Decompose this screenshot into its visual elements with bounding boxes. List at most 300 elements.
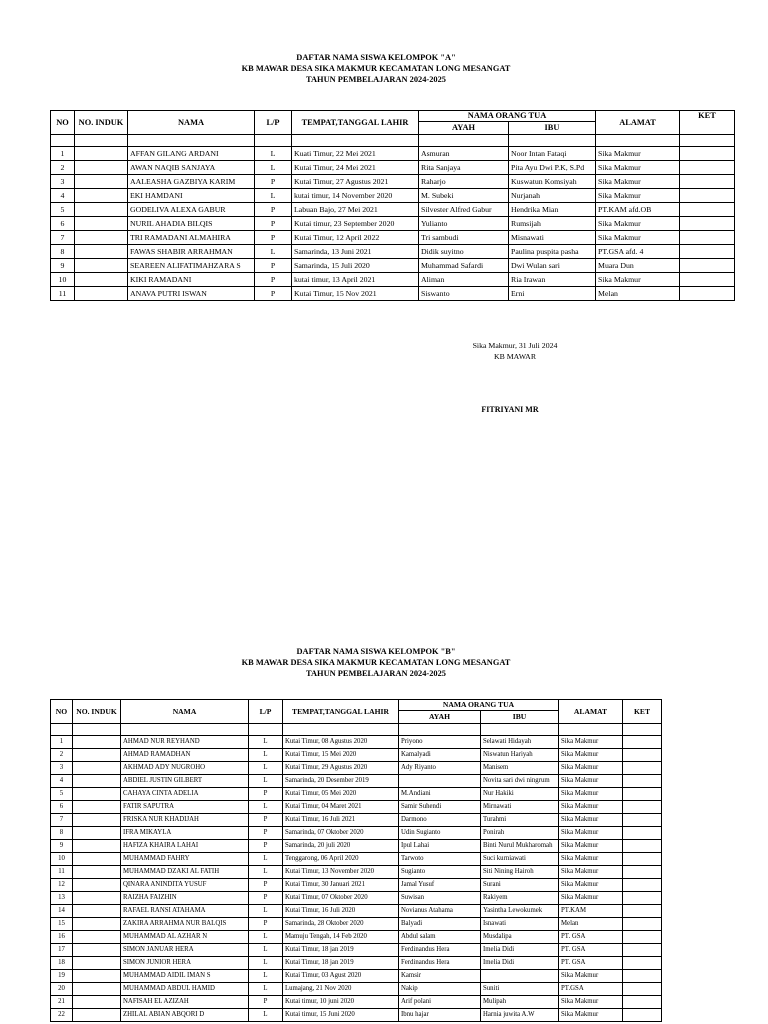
cell-alamat: Sika Makmur — [559, 892, 623, 905]
cell-lp: L — [249, 957, 283, 970]
cell-ibu: Manisem — [481, 762, 559, 775]
cell-nama: AALEASHA GAZBIYA KARIM — [128, 175, 255, 189]
cell-ket — [623, 788, 662, 801]
cell-ket — [623, 762, 662, 775]
cell-lp: L — [249, 970, 283, 983]
cell-no-induk — [73, 944, 121, 957]
header-ayah: AYAH — [399, 711, 481, 724]
cell-ibu: Binti Nurul Mukharomah — [481, 840, 559, 853]
cell-ibu: Ria Irawan — [509, 273, 596, 287]
table-row — [51, 245, 735, 259]
cell-alamat: PT.GSA — [559, 983, 623, 996]
header-ttl: TEMPAT,TANGGAL LAHIR — [292, 111, 419, 135]
cell-alamat: Sika Makmur — [559, 866, 623, 879]
table-row — [51, 231, 735, 245]
cell-nama: SEAREEN ALIFATIMAHZARA S — [128, 259, 255, 273]
cell-ket — [623, 749, 662, 762]
cell-ayah: Samir Suhendi — [399, 801, 481, 814]
cell-ibu: Kuswatun Komsiyah — [509, 175, 596, 189]
cell-ayah: Kamsir — [399, 970, 481, 983]
cell-nama: ZHILAL ABIAN ABQORI D — [121, 1009, 249, 1022]
cell-nama: GODELIVA ALEXA GABUR — [128, 203, 255, 217]
cell-ttl: Kutai Timur, 05 Mei 2020 — [283, 788, 399, 801]
cell-ket — [623, 827, 662, 840]
cell-nama: RAFAEL RANSI ATAHAMA — [121, 905, 249, 918]
cell-ttl: Samarinda, 28 Oktober 2020 — [283, 918, 399, 931]
cell-no-induk — [75, 273, 128, 287]
cell-nama: RAIZHA FAIZHIN — [121, 892, 249, 905]
cell-alamat: Sika Makmur — [596, 189, 680, 203]
cell-lp: P — [249, 814, 283, 827]
header-nama-orang-tua: NAMA ORANG TUA — [399, 700, 559, 711]
table-row — [51, 788, 662, 801]
cell-ket — [623, 931, 662, 944]
cell-nama: AWAN NAQIB SANJAYA — [128, 161, 255, 175]
table-row — [51, 189, 735, 203]
cell-ayah: Ipul Lahai — [399, 840, 481, 853]
cell-nama: AKHMAD ADY NUGROHO — [121, 762, 249, 775]
header-no-induk: NO. INDUK — [75, 111, 128, 135]
cell-lp: P — [255, 259, 292, 273]
header-alamat: ALAMAT — [596, 111, 680, 135]
cell-no-induk — [73, 827, 121, 840]
cell-no-induk — [75, 217, 128, 231]
cell-no: 18 — [51, 957, 73, 970]
group-a-year-title: TAHUN PEMBELAJARAN 2024-2025 — [306, 75, 446, 84]
cell-alamat: Sika Makmur — [559, 970, 623, 983]
cell-alamat: Sika Makmur — [596, 273, 680, 287]
cell-nama: FRISKA NUR KHADIJAH — [121, 814, 249, 827]
cell-ket — [680, 147, 735, 161]
cell-ayah: Aliman — [419, 273, 509, 287]
cell-lp: L — [249, 801, 283, 814]
header-nama-orang-tua: NAMA ORANG TUA — [419, 111, 596, 122]
cell-ayah: Ady Riyanto — [399, 762, 481, 775]
header-lp: L/P — [249, 700, 283, 724]
cell-ttl: Samarinda, 20 Desember 2019 — [283, 775, 399, 788]
cell-lp: P — [255, 287, 292, 301]
cell-ibu: Misnawati — [509, 231, 596, 245]
table-row — [51, 287, 735, 301]
cell-ttl: Tenggarong, 06 April 2020 — [283, 853, 399, 866]
table-row — [51, 259, 735, 273]
cell-no: 6 — [51, 801, 73, 814]
cell-ket — [623, 983, 662, 996]
cell-ibu: Suci kurniawati — [481, 853, 559, 866]
cell-ayah: M.Andiani — [399, 788, 481, 801]
cell-no: 1 — [51, 736, 73, 749]
cell-no-induk — [73, 801, 121, 814]
cell-no-induk — [73, 892, 121, 905]
cell-ttl: Kutai timur, 15 Juni 2020 — [283, 1009, 399, 1022]
cell-lp: P — [255, 273, 292, 287]
cell-ttl: Kutai Timur, 27 Agustus 2021 — [292, 175, 419, 189]
cell-lp: L — [249, 775, 283, 788]
cell-ibu: Rumsijah — [509, 217, 596, 231]
table-row — [51, 749, 662, 762]
group-b-year-title: TAHUN PEMBELAJARAN 2024-2025 — [306, 669, 446, 678]
cell-no: 7 — [51, 814, 73, 827]
table-row — [51, 983, 662, 996]
cell-no: 4 — [51, 189, 75, 203]
cell-alamat: Sika Makmur — [559, 762, 623, 775]
table-row — [51, 273, 735, 287]
cell-ttl: Kutai timur, 10 juni 2020 — [283, 996, 399, 1009]
cell-no-induk — [73, 957, 121, 970]
cell-alamat: Sika Makmur — [559, 814, 623, 827]
cell-ket — [623, 905, 662, 918]
cell-ayah: Ferdinandus Hera — [399, 944, 481, 957]
cell-ibu: Noor Intan Fataqi — [509, 147, 596, 161]
header-ket: KET — [623, 700, 662, 724]
cell-no-induk — [73, 866, 121, 879]
cell-ayah: Jamal Yusuf — [399, 879, 481, 892]
cell-ibu: Yasintha Lewokumek — [481, 905, 559, 918]
spacer-row — [51, 135, 735, 147]
cell-ket — [623, 840, 662, 853]
cell-ayah — [399, 775, 481, 788]
group-a-title: DAFTAR NAMA SISWA KELOMPOK "A" — [296, 53, 456, 62]
cell-ayah: Udin Sugianto — [399, 827, 481, 840]
header-no: NO — [51, 700, 73, 724]
cell-ttl: Kutai Timur, 30 Januari 2021 — [283, 879, 399, 892]
cell-ttl: Kutai Timur, 15 Nov 2021 — [292, 287, 419, 301]
cell-no: 20 — [51, 983, 73, 996]
cell-nama: HAFIZA KHAIRA LAHAI — [121, 840, 249, 853]
cell-ket — [680, 175, 735, 189]
cell-alamat: Sika Makmur — [559, 749, 623, 762]
cell-nama: AFFAN GILANG ARDANI — [128, 147, 255, 161]
cell-no-induk — [73, 840, 121, 853]
cell-ket — [680, 217, 735, 231]
table-row — [51, 814, 662, 827]
cell-alamat: Sika Makmur — [596, 217, 680, 231]
group-a-table — [50, 110, 735, 301]
cell-lp: L — [249, 905, 283, 918]
cell-no-induk — [73, 749, 121, 762]
cell-no: 19 — [51, 970, 73, 983]
sign-place-date: Sika Makmur, 31 Juli 2024 — [472, 341, 558, 350]
group-a-body — [51, 135, 735, 301]
cell-nama: ZAKIRA ARRAHMA NUR BALQIS — [121, 918, 249, 931]
cell-alamat: Sika Makmur — [559, 1009, 623, 1022]
cell-ayah: Novianus Atahama — [399, 905, 481, 918]
table-row — [51, 957, 662, 970]
cell-ibu: Turahmi — [481, 814, 559, 827]
cell-no-induk — [73, 879, 121, 892]
cell-lp: P — [249, 996, 283, 1009]
cell-lp: L — [249, 749, 283, 762]
table-row — [51, 918, 662, 931]
cell-ibu: Siti Nining Hairoh — [481, 866, 559, 879]
cell-ayah: Darmono — [399, 814, 481, 827]
cell-ttl: Kutai Timur, 08 Agustus 2020 — [283, 736, 399, 749]
cell-ayah: Tri sambudi — [419, 231, 509, 245]
cell-no: 21 — [51, 996, 73, 1009]
table-row — [51, 879, 662, 892]
table-row — [51, 736, 662, 749]
cell-no: 2 — [51, 749, 73, 762]
table-row — [51, 762, 662, 775]
cell-alamat: Sika Makmur — [559, 801, 623, 814]
cell-nama: MUHAMMAD AIDIL IMAN S — [121, 970, 249, 983]
cell-nama: AHMAD NUR REYHAND — [121, 736, 249, 749]
cell-lp: L — [249, 931, 283, 944]
cell-lp: P — [249, 892, 283, 905]
cell-nama: IFRA MIKAYLA — [121, 827, 249, 840]
cell-ayah: Ferdinandus Hera — [399, 957, 481, 970]
cell-ayah: Priyono — [399, 736, 481, 749]
cell-ayah: Balyadi — [399, 918, 481, 931]
table-row — [51, 996, 662, 1009]
cell-no-induk — [73, 775, 121, 788]
cell-ibu: Paulina puspita pasha — [509, 245, 596, 259]
cell-lp: L — [255, 189, 292, 203]
cell-no-induk — [75, 231, 128, 245]
table-row — [51, 161, 735, 175]
cell-ibu: Imelia Didi — [481, 944, 559, 957]
cell-nama: MUHAMMAD AL AZHAR N — [121, 931, 249, 944]
cell-no-induk — [73, 736, 121, 749]
cell-ayah: Arif polani — [399, 996, 481, 1009]
cell-no-induk — [73, 996, 121, 1009]
table-row — [51, 931, 662, 944]
cell-alamat: Melan — [559, 918, 623, 931]
cell-ttl: Samarinda, 07 Oktober 2020 — [283, 827, 399, 840]
cell-ttl: Kutai Timur, 13 November 2020 — [283, 866, 399, 879]
cell-ayah: Sugianto — [399, 866, 481, 879]
cell-alamat: Sika Makmur — [559, 736, 623, 749]
cell-ttl: Kutai Timur, 29 Agustus 2020 — [283, 762, 399, 775]
cell-ibu: Mulipah — [481, 996, 559, 1009]
cell-no-induk — [73, 931, 121, 944]
cell-lp: L — [255, 161, 292, 175]
cell-alamat: Sika Makmur — [559, 827, 623, 840]
cell-lp: P — [255, 175, 292, 189]
cell-ket — [680, 189, 735, 203]
cell-no-induk — [73, 1009, 121, 1022]
cell-no: 9 — [51, 840, 73, 853]
cell-ayah: Siswanto — [419, 287, 509, 301]
table-row — [51, 892, 662, 905]
header-ibu: IBU — [481, 711, 559, 724]
cell-ttl: kutai timur, 13 April 2021 — [292, 273, 419, 287]
cell-ayah: Tarwoto — [399, 853, 481, 866]
cell-alamat: PT. GSA — [559, 931, 623, 944]
cell-ibu — [481, 970, 559, 983]
cell-nama: FATIR SAPUTRA — [121, 801, 249, 814]
group-a-school-title: KB MAWAR DESA SIKA MAKMUR KECAMATAN LONG MESANGAT — [241, 64, 511, 73]
cell-ket — [680, 161, 735, 175]
table-row — [51, 827, 662, 840]
cell-ayah: Suwisan — [399, 892, 481, 905]
cell-nama: MUHAMMAD FAHRY — [121, 853, 249, 866]
cell-lp: L — [255, 245, 292, 259]
cell-ttl: Kutai Timur, 07 Oktober 2020 — [283, 892, 399, 905]
cell-no: 11 — [51, 866, 73, 879]
cell-ttl: Kutai Timur, 03 Agust 2020 — [283, 970, 399, 983]
header-ayah: AYAH — [419, 122, 509, 135]
cell-ttl: Kutai Timur, 24 Mei 2021 — [292, 161, 419, 175]
cell-ayah: Nakip — [399, 983, 481, 996]
cell-alamat: PT. GSA — [559, 957, 623, 970]
cell-ayah: M. Subeki — [419, 189, 509, 203]
cell-ttl: Mamuju Tengah, 14 Feb 2020 — [283, 931, 399, 944]
cell-lp: P — [255, 217, 292, 231]
cell-no-induk — [73, 905, 121, 918]
cell-ibu: Rakiyem — [481, 892, 559, 905]
cell-ibu: Dwi Wulan sari — [509, 259, 596, 273]
cell-ayah: Ibnu hajar — [399, 1009, 481, 1022]
cell-no: 6 — [51, 217, 75, 231]
cell-ayah: Didik suyitno — [419, 245, 509, 259]
table-row — [51, 801, 662, 814]
cell-nama: CAHAYA CINTA ADELIA — [121, 788, 249, 801]
cell-ibu: Suniti — [481, 983, 559, 996]
cell-ttl: Kutai Timur, 18 jan 2019 — [283, 944, 399, 957]
table-row — [51, 970, 662, 983]
cell-ibu: Erni — [509, 287, 596, 301]
table-row — [51, 944, 662, 957]
cell-lp: L — [249, 736, 283, 749]
table-row — [51, 203, 735, 217]
cell-alamat: Sika Makmur — [596, 161, 680, 175]
group-b-school-title: KB MAWAR DESA SIKA MAKMUR KECAMATAN LONG MESANGAT — [241, 658, 511, 667]
cell-alamat: Sika Makmur — [559, 840, 623, 853]
cell-lp: L — [249, 866, 283, 879]
cell-ttl: Kuati Timur, 22 Mei 2021 — [292, 147, 419, 161]
header-no-induk: NO. INDUK — [73, 700, 121, 724]
table-row — [51, 905, 662, 918]
cell-lp: P — [249, 788, 283, 801]
header-ket: KET — [680, 111, 735, 135]
cell-no: 14 — [51, 905, 73, 918]
cell-no-induk — [73, 788, 121, 801]
cell-no: 2 — [51, 161, 75, 175]
cell-ayah: Abdul salam — [399, 931, 481, 944]
cell-ket — [623, 853, 662, 866]
cell-ibu: Nurjanah — [509, 189, 596, 203]
cell-ket — [623, 866, 662, 879]
cell-ibu: Selawati Hidayah — [481, 736, 559, 749]
cell-no-induk — [73, 762, 121, 775]
cell-ket — [623, 736, 662, 749]
cell-ttl: Lumajang, 21 Nov 2020 — [283, 983, 399, 996]
cell-ket — [623, 957, 662, 970]
cell-ket — [680, 259, 735, 273]
cell-alamat: Sika Makmur — [559, 775, 623, 788]
cell-alamat: Sika Makmur — [559, 788, 623, 801]
header-alamat: ALAMAT — [559, 700, 623, 724]
cell-ayah: Muhammad Safardi — [419, 259, 509, 273]
cell-alamat: Sika Makmur — [596, 231, 680, 245]
cell-lp: P — [249, 840, 283, 853]
cell-no: 5 — [51, 203, 75, 217]
cell-alamat: Sika Makmur — [596, 147, 680, 161]
cell-lp: L — [255, 147, 292, 161]
cell-ket — [680, 203, 735, 217]
cell-nama: SIMON JUNIOR HERA — [121, 957, 249, 970]
cell-no: 8 — [51, 245, 75, 259]
table-row — [51, 175, 735, 189]
header-ibu: IBU — [509, 122, 596, 135]
cell-ttl: kutai timur, 14 November 2020 — [292, 189, 419, 203]
cell-ket — [680, 245, 735, 259]
cell-no-induk — [75, 147, 128, 161]
cell-alamat: Sika Makmur — [596, 175, 680, 189]
cell-no-induk — [75, 259, 128, 273]
cell-lp: P — [255, 203, 292, 217]
cell-no-induk — [73, 814, 121, 827]
cell-lp: L — [249, 983, 283, 996]
cell-no: 22 — [51, 1009, 73, 1022]
cell-no: 3 — [51, 762, 73, 775]
cell-no: 11 — [51, 287, 75, 301]
cell-ket — [623, 814, 662, 827]
cell-nama: NURIL AHADIA BILQIS — [128, 217, 255, 231]
cell-lp: L — [249, 853, 283, 866]
cell-alamat: Melan — [596, 287, 680, 301]
cell-alamat: PT.GSA afd. 4 — [596, 245, 680, 259]
cell-ket — [623, 1009, 662, 1022]
cell-no-induk — [75, 175, 128, 189]
cell-ttl: Kutai timur, 23 September 2020 — [292, 217, 419, 231]
cell-ttl: Kutai Timur, 12 April 2022 — [292, 231, 419, 245]
cell-alamat: PT.KAM afd.OB — [596, 203, 680, 217]
cell-ttl: Kutai Timur, 15 Mei 2020 — [283, 749, 399, 762]
cell-nama: SIMON JANUAR HERA — [121, 944, 249, 957]
cell-ket — [623, 918, 662, 931]
cell-nama: TRI RAMADANI ALMAHIRA — [128, 231, 255, 245]
cell-lp: L — [249, 944, 283, 957]
sign-org: KB MAWAR — [493, 352, 537, 361]
cell-ket — [623, 970, 662, 983]
cell-ket — [680, 273, 735, 287]
cell-ibu: Harnia juwita A.W — [481, 1009, 559, 1022]
table-row — [51, 775, 662, 788]
cell-ibu: Mirnawati — [481, 801, 559, 814]
cell-ibu: Ponirah — [481, 827, 559, 840]
cell-ibu: Isnawati — [481, 918, 559, 931]
cell-ket — [623, 944, 662, 957]
cell-no: 10 — [51, 853, 73, 866]
cell-no: 5 — [51, 788, 73, 801]
cell-ibu: Imelia Didi — [481, 957, 559, 970]
cell-ket — [623, 801, 662, 814]
cell-nama: EKI HAMDANI — [128, 189, 255, 203]
cell-alamat: Sika Makmur — [559, 996, 623, 1009]
cell-ttl: Kutai Timur, 04 Maret 2021 — [283, 801, 399, 814]
cell-no-induk — [75, 287, 128, 301]
cell-ket — [680, 231, 735, 245]
cell-alamat: PT. GSA — [559, 944, 623, 957]
cell-ttl: Labuan Bajo, 27 Mei 2021 — [292, 203, 419, 217]
cell-ayah: Raharjo — [419, 175, 509, 189]
cell-no: 15 — [51, 918, 73, 931]
cell-no-induk — [73, 970, 121, 983]
cell-ayah: Rita Sanjaya — [419, 161, 509, 175]
header-ttl: TEMPAT,TANGGAL LAHIR — [283, 700, 399, 724]
cell-lp: P — [255, 231, 292, 245]
cell-ibu: Nur Hakiki — [481, 788, 559, 801]
cell-ket — [623, 892, 662, 905]
cell-no: 4 — [51, 775, 73, 788]
cell-nama: MUHAMMAD DZAKI AL FATIH — [121, 866, 249, 879]
cell-no: 13 — [51, 892, 73, 905]
header-nama: NAMA — [121, 700, 249, 724]
cell-ibu: Niswatun Hariyah — [481, 749, 559, 762]
cell-ibu: Novita sari dwi ningrum — [481, 775, 559, 788]
